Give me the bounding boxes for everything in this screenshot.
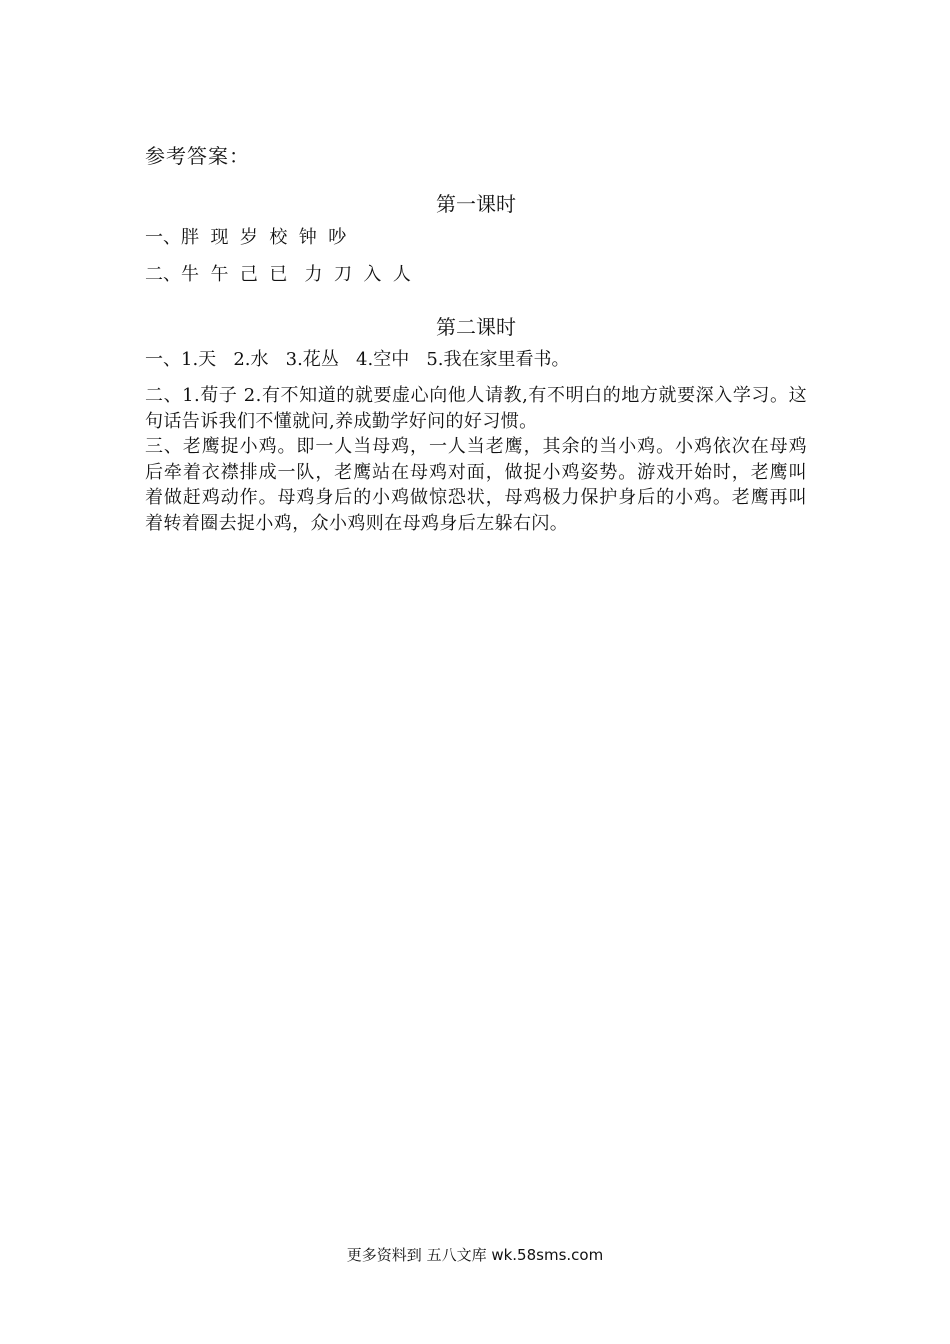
section1-line-2: 二、牛 午 己 已 力 刀 入 人 xyxy=(145,264,411,285)
section1-line-1: 一、胖 现 岁 校 钟 吵 xyxy=(145,227,347,248)
answer-heading: 参考答案： xyxy=(145,144,250,168)
section1-title: 第一课时 xyxy=(436,192,516,216)
footer-note: 更多资料到 五八文库 wk.58sms.com xyxy=(346,1246,604,1264)
section2-title: 第二课时 xyxy=(436,315,516,339)
section2-paragraph-2: 二、1.荀子 2.有不知道的就要虚心向他人请教,有不明白的地方就要深入学习。这句话告诉我们不懂就问,养成勤学好问的好习惯。 xyxy=(145,385,807,432)
section2-line-1: 一、1.天 2.水 3.花丛 4.空中 5.我在家里看书。 xyxy=(145,349,570,370)
section2-paragraph-3: 三、老鹰捉小鸡。即一人当母鸡，一人当老鹰，其余的当小鸡。小鸡依次在母鸡后牵着衣襟排成一队，老鹰站在母鸡对面，做捉小鸡姿势。游戏开始时，老鹰叫着做赶鸡动作。母鸡身后的小鸡做惊恐状，母鸡极力保护身后的小鸡。老鹰再叫着转着圈去捉小鸡，众小鸡则在母鸡身后左躲右闪。 xyxy=(145,436,807,534)
